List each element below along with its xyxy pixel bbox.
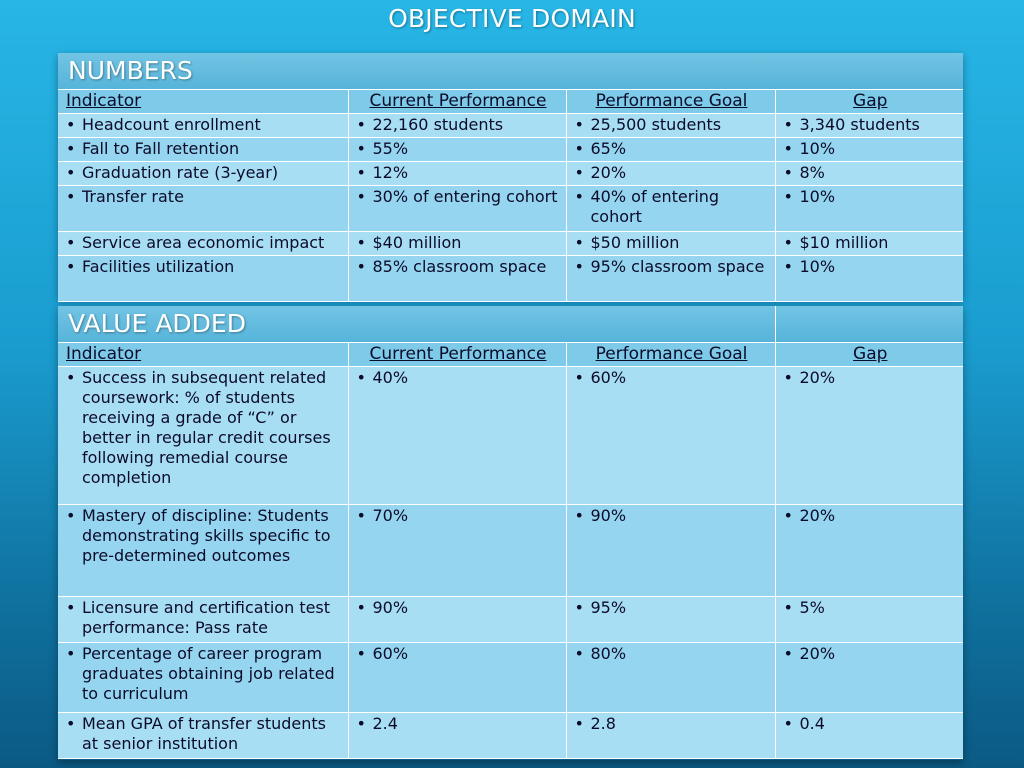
- bullet-glyph: •: [574, 257, 584, 276]
- bullet-glyph: •: [574, 506, 584, 525]
- table-row: [58, 186, 963, 232]
- table-row: [58, 643, 963, 713]
- cell-text: 8%: [799, 163, 825, 182]
- cell-gap: [775, 643, 963, 713]
- cell-current-performance: [348, 114, 566, 138]
- bullet-glyph: •: [356, 187, 366, 206]
- cell-text: 90%: [372, 598, 409, 617]
- cell-text: Success in subsequent related coursework: % of students receiving a grade of “C” or better in regular credit courses following remedial course completion: [82, 368, 331, 487]
- cell-text: 95%: [590, 598, 627, 617]
- cell-indicator: [58, 597, 348, 643]
- cell-current-performance: [348, 138, 566, 162]
- cell-text: 25,500 students: [590, 115, 722, 134]
- slide-title: OBJECTIVE DOMAIN: [388, 4, 636, 33]
- cell-performance-goal: [566, 114, 775, 138]
- cell-performance-goal: [566, 162, 775, 186]
- cell-text: 30% of entering cohort: [372, 187, 558, 206]
- cell-text: Facilities utilization: [82, 257, 235, 276]
- cell-text: $10 million: [799, 233, 889, 252]
- cell-text: 55%: [372, 139, 409, 158]
- cell-text: Licensure and certification test performance: Pass rate: [82, 598, 331, 637]
- cell-text: 10%: [799, 187, 836, 206]
- value-added-heading: [58, 306, 963, 343]
- cell-performance-goal: [566, 713, 775, 759]
- cell-indicator: [58, 186, 348, 232]
- cell-performance-goal: [566, 505, 775, 597]
- numbers-heading: NUMBERS: [58, 53, 963, 90]
- cell-gap: [775, 232, 963, 256]
- table-row: [58, 713, 963, 759]
- cell-gap: [775, 505, 963, 597]
- bullet-glyph: •: [66, 163, 76, 182]
- table-row: [58, 505, 963, 597]
- bullet-glyph: •: [66, 644, 76, 663]
- cell-text: 10%: [799, 257, 836, 276]
- cell-indicator: [58, 232, 348, 256]
- cell-text: Service area economic impact: [82, 233, 325, 252]
- cell-text: $50 million: [590, 233, 680, 252]
- bullet-glyph: •: [783, 139, 793, 158]
- bullet-glyph: •: [783, 115, 793, 134]
- bullet-glyph: •: [66, 506, 76, 525]
- cell-text: 2.8: [590, 714, 616, 733]
- column-header-performance-goal: Performance Goal: [566, 343, 775, 367]
- bullet-glyph: •: [66, 598, 76, 617]
- cell-text: 65%: [590, 139, 627, 158]
- bullet-glyph: •: [574, 187, 584, 206]
- table-row: [58, 162, 963, 186]
- cell-performance-goal: [566, 138, 775, 162]
- bullet-glyph: •: [66, 233, 76, 252]
- cell-text: 40%: [372, 368, 409, 387]
- cell-current-performance: [348, 643, 566, 713]
- bullet-glyph: •: [356, 506, 366, 525]
- column-header-performance-goal: Performance Goal: [566, 90, 775, 114]
- bullet-glyph: •: [356, 368, 366, 387]
- cell-text: 10%: [799, 139, 836, 158]
- cell-text: 80%: [590, 644, 627, 663]
- bullet-glyph: •: [356, 598, 366, 617]
- cell-text: 3,340 students: [799, 115, 920, 134]
- cell-indicator: [58, 138, 348, 162]
- cell-text: 0.4: [799, 714, 825, 733]
- value-added-table-panel: [58, 306, 963, 760]
- cell-performance-goal: [566, 597, 775, 643]
- cell-indicator: [58, 367, 348, 505]
- table-row: [58, 256, 963, 302]
- cell-gap: [775, 256, 963, 302]
- cell-current-performance: [348, 713, 566, 759]
- bullet-glyph: •: [574, 139, 584, 158]
- bullet-glyph: •: [356, 163, 366, 182]
- column-header-indicator: Indicator: [58, 90, 348, 114]
- bullet-glyph: •: [574, 115, 584, 134]
- column-header-gap: Gap: [775, 90, 963, 114]
- bullet-glyph: •: [356, 115, 366, 134]
- cell-current-performance: [348, 597, 566, 643]
- cell-gap: [775, 162, 963, 186]
- cell-gap: [775, 713, 963, 759]
- bullet-glyph: •: [783, 506, 793, 525]
- bullet-glyph: •: [66, 187, 76, 206]
- heading-divider: [775, 306, 776, 343]
- cell-text: $40 million: [372, 233, 462, 252]
- cell-text: 40% of entering cohort: [590, 187, 720, 226]
- cell-text: Percentage of career program graduates obtaining job related to curriculum: [82, 644, 335, 703]
- cell-performance-goal: [566, 186, 775, 232]
- bullet-glyph: •: [356, 257, 366, 276]
- column-header-current-performance: Current Performance: [348, 343, 566, 367]
- cell-indicator: [58, 114, 348, 138]
- cell-performance-goal: [566, 256, 775, 302]
- cell-current-performance: [348, 367, 566, 505]
- column-header-indicator: Indicator: [58, 343, 348, 367]
- cell-gap: [775, 138, 963, 162]
- bullet-glyph: •: [574, 714, 584, 733]
- table-row: [58, 114, 963, 138]
- bullet-glyph: •: [783, 368, 793, 387]
- cell-text: 95% classroom space: [590, 257, 765, 276]
- cell-current-performance: [348, 256, 566, 302]
- value-added-table: [58, 343, 963, 759]
- value-added-heading-text: VALUE ADDED: [68, 309, 246, 338]
- numbers-table: [58, 90, 963, 302]
- cell-performance-goal: [566, 367, 775, 505]
- bullet-glyph: •: [783, 233, 793, 252]
- cell-indicator: [58, 505, 348, 597]
- cell-indicator: [58, 256, 348, 302]
- bullet-glyph: •: [66, 139, 76, 158]
- cell-text: 85% classroom space: [372, 257, 547, 276]
- bullet-glyph: •: [574, 644, 584, 663]
- bullet-glyph: •: [783, 187, 793, 206]
- bullet-glyph: •: [356, 714, 366, 733]
- cell-gap: [775, 186, 963, 232]
- cell-indicator: [58, 162, 348, 186]
- cell-text: 20%: [799, 368, 836, 387]
- cell-performance-goal: [566, 643, 775, 713]
- cell-text: Fall to Fall retention: [82, 139, 240, 158]
- cell-text: Transfer rate: [82, 187, 184, 206]
- cell-text: 22,160 students: [372, 115, 504, 134]
- cell-indicator: [58, 643, 348, 713]
- bullet-glyph: •: [574, 163, 584, 182]
- bullet-glyph: •: [356, 233, 366, 252]
- cell-text: 60%: [372, 644, 409, 663]
- cell-indicator: [58, 713, 348, 759]
- cell-current-performance: [348, 162, 566, 186]
- cell-text: 20%: [799, 506, 836, 525]
- column-header-current-performance: Current Performance: [348, 90, 566, 114]
- table-row: [58, 138, 963, 162]
- bullet-glyph: •: [356, 644, 366, 663]
- bullet-glyph: •: [66, 257, 76, 276]
- cell-text: Mean GPA of transfer students at senior institution: [82, 714, 327, 753]
- bullet-glyph: •: [574, 233, 584, 252]
- bullet-glyph: •: [783, 257, 793, 276]
- cell-current-performance: [348, 186, 566, 232]
- cell-text: Headcount enrollment: [82, 115, 261, 134]
- table-row: [58, 367, 963, 505]
- value-added-header-row: [58, 343, 963, 367]
- bullet-glyph: •: [783, 644, 793, 663]
- cell-gap: [775, 114, 963, 138]
- cell-current-performance: [348, 232, 566, 256]
- table-row: [58, 232, 963, 256]
- table-row: [58, 597, 963, 643]
- cell-text: 70%: [372, 506, 409, 525]
- bullet-glyph: •: [574, 368, 584, 387]
- cell-text: Graduation rate (3-year): [82, 163, 279, 182]
- bullet-glyph: •: [356, 139, 366, 158]
- column-header-gap: Gap: [775, 343, 963, 367]
- cell-gap: [775, 597, 963, 643]
- cell-text: 20%: [590, 163, 627, 182]
- bullet-glyph: •: [783, 163, 793, 182]
- cell-text: 2.4: [372, 714, 398, 733]
- cell-text: 90%: [590, 506, 627, 525]
- cell-performance-goal: [566, 232, 775, 256]
- cell-current-performance: [348, 505, 566, 597]
- cell-text: 20%: [799, 644, 836, 663]
- bullet-glyph: •: [66, 368, 76, 387]
- bullet-glyph: •: [783, 714, 793, 733]
- bullet-glyph: •: [783, 598, 793, 617]
- bullet-glyph: •: [66, 115, 76, 134]
- cell-text: 5%: [799, 598, 825, 617]
- numbers-header-row: [58, 90, 963, 114]
- cell-text: Mastery of discipline: Students demonstrating skills specific to pre-determined outcomes: [82, 506, 331, 565]
- numbers-table-panel: [58, 53, 963, 298]
- cell-text: 12%: [372, 163, 409, 182]
- cell-gap: [775, 367, 963, 505]
- bullet-glyph: •: [66, 714, 76, 733]
- bullet-glyph: •: [574, 598, 584, 617]
- cell-text: 60%: [590, 368, 627, 387]
